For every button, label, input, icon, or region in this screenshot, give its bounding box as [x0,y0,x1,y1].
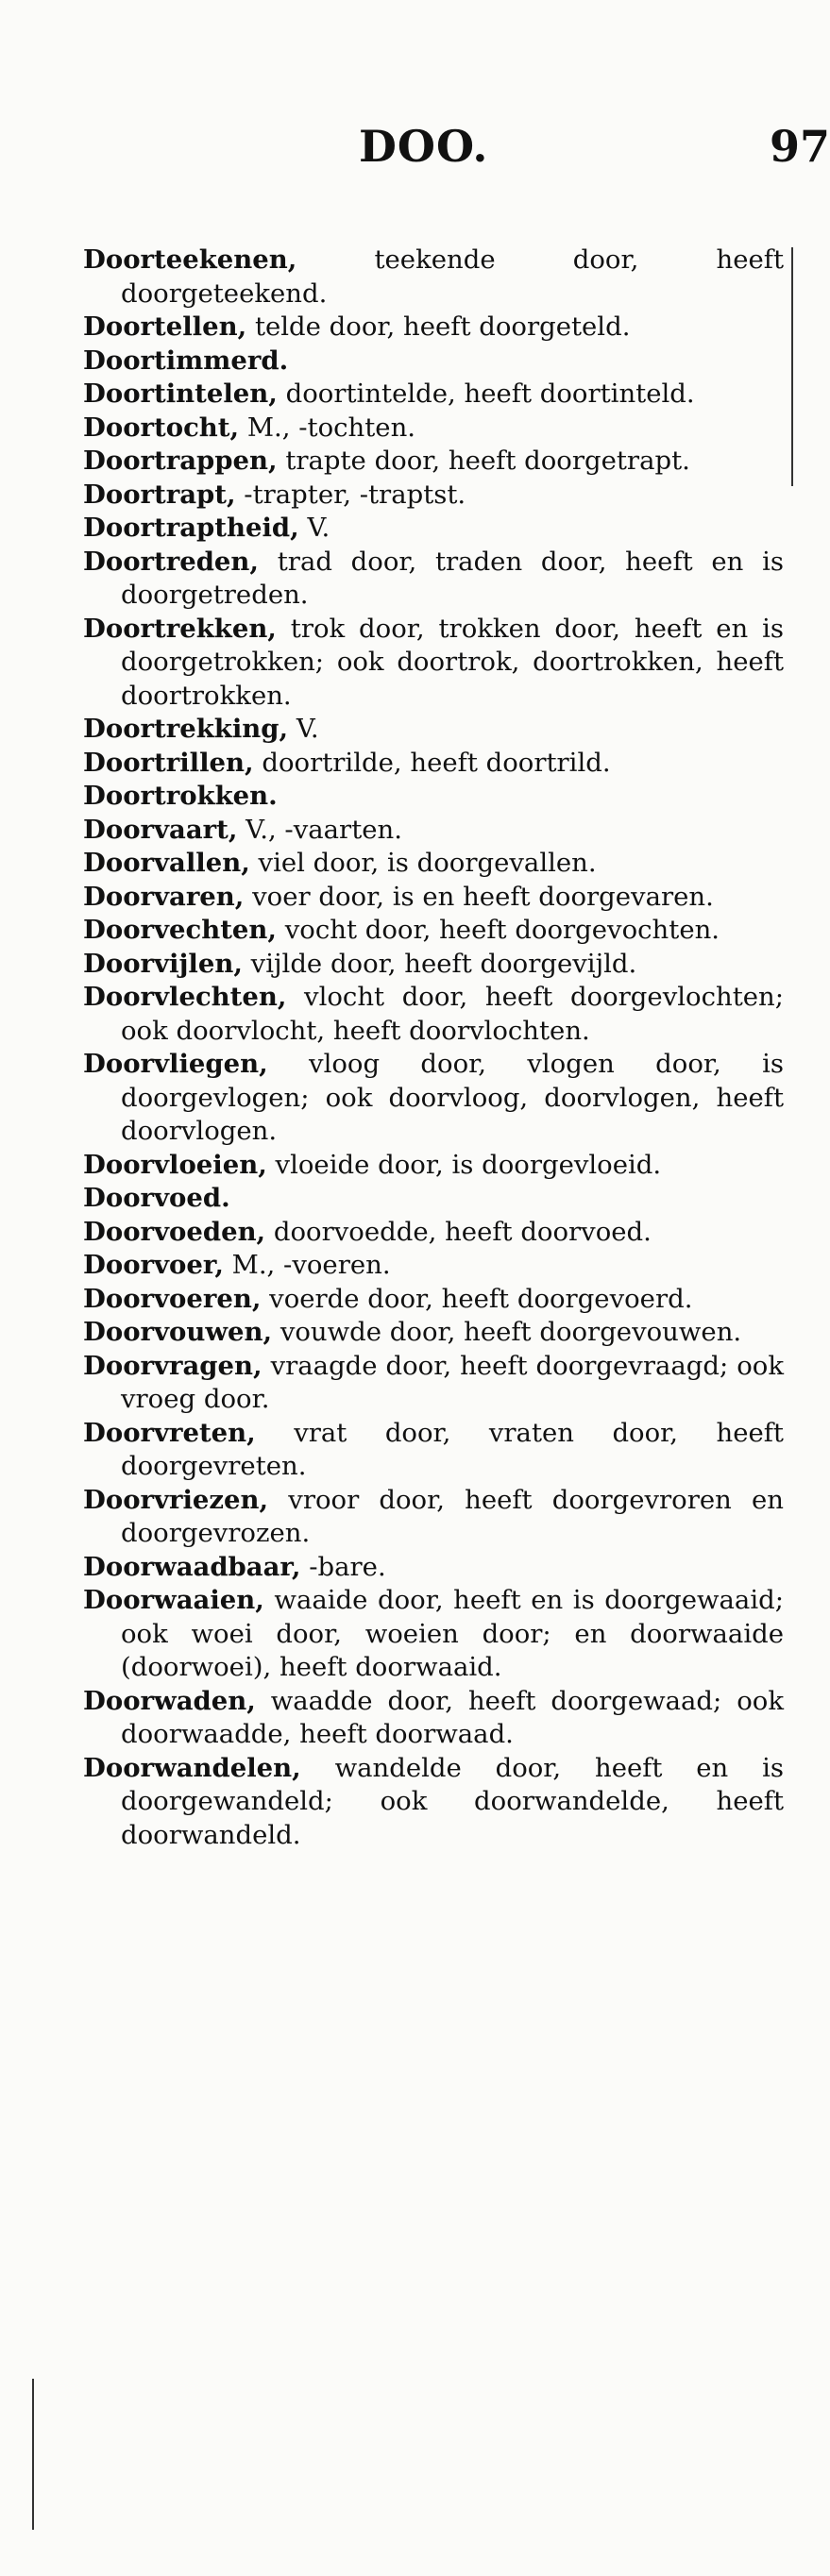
entry-headword: Doorvragen, [83,1350,263,1381]
dictionary-entry [83,311,784,345]
entry-definition: trapte door, heeft doorgetrapt. [285,446,690,476]
dictionary-entry [83,1149,784,1183]
entry-definition: trok door, trokken door, heeft en is doorgetrokken; ook doortrok, doortrokken, heeft doortrokken. [121,613,784,711]
entry-definition: -trapter, -traptst. [244,479,466,510]
dictionary-entry [83,713,784,747]
entry-headword: Doorteekenen, [83,244,297,275]
dictionary-entry [83,981,784,1048]
entry-headword: Doorvouwen, [83,1317,273,1347]
dictionary-entry [83,412,784,446]
dictionary-entry [83,1484,784,1551]
dictionary-entry [83,1417,784,1484]
entry-definition: telde door, heeft doorgeteld. [254,311,631,342]
entry-headword: Doorvoer, [83,1250,224,1280]
entry-headword: Doortellen, [83,311,247,342]
margin-rule-mid [791,458,793,486]
dictionary-entry [83,780,784,814]
entry-definition: V. [296,714,319,744]
entry-headword: Doorvaart, [83,814,238,845]
dictionary-entry [83,1316,784,1350]
dictionary-entry [83,1685,784,1752]
entry-headword: Doorvoeden, [83,1216,266,1247]
entry-headword: Doortrapt, [83,479,236,510]
entry-headword: Doortrillen, [83,747,254,778]
entry-headword: Doorvoeren, [83,1283,262,1314]
entry-definition: M., -tochten. [246,412,416,443]
entry-definition: vlocht door, heeft doorgevlochten; ook doorvlocht, heeft doorvlochten. [121,982,784,1046]
dictionary-entry [83,1584,784,1685]
dictionary-entry [83,1216,784,1250]
entry-definition: voer door, is en heeft doorgevaren. [252,881,714,912]
dictionary-entry [83,546,784,613]
dictionary-entry [83,1283,784,1317]
dictionary-entry [83,1752,784,1853]
dictionary-entry [83,814,784,848]
entry-headword: Doortrekking, [83,714,289,744]
entry-definition: doortrilde, heeft doortrild. [262,747,611,778]
dictionary-entry [83,914,784,948]
dictionary-entry [83,512,784,546]
entry-definition: vloog door, vlogen door, is doorgevlogen; ook doorvloog, doorvlogen, heeft doorvlogen. [121,1049,784,1146]
margin-rule-bottom [32,2379,34,2530]
entry-definition: voerde door, heeft doorgevoerd. [269,1283,693,1314]
entry-headword: Doortreden, [83,546,260,577]
entry-headword: Doortrokken. [83,781,278,811]
entry-definition: vloeide door, is doorgevloeid. [275,1149,662,1180]
dictionary-entry [83,1182,784,1216]
dictionary-entry [83,244,784,311]
entry-definition: M., -voeren. [231,1250,391,1280]
entry-headword: Doorvlechten, [83,982,287,1012]
entry-headword: Doorvriezen, [83,1484,269,1515]
entry-definition: V. [307,513,330,543]
dictionary-entry [83,378,784,412]
entry-definition: waaide door, heeft en is doorgewaaid; ook woei door, woeien door; en doorwaaide (doorwoei), heeft doorwaaid. [121,1585,784,1682]
entry-definition: vocht door, heeft doorgevochten. [284,915,720,945]
entry-definition: doorvoedde, heeft doorvoed. [273,1216,652,1247]
entry-headword: Doorwaadbaar, [83,1551,301,1582]
dictionary-entry [83,1350,784,1417]
entry-headword: Doortimmerd. [83,345,289,376]
entry-definition: waadde door, heeft doorgewaad; ook doorwaadde, heeft doorwaad. [121,1685,784,1749]
entry-definition: viel door, is doorgevallen. [258,848,597,878]
entry-headword: Doortrappen, [83,446,278,476]
dictionary-entry [83,345,784,379]
page-number: 97 [770,121,830,172]
dictionary-entry [83,847,784,881]
entry-definition: -bare. [309,1551,386,1582]
dictionary-entry [83,479,784,513]
entry-definition: vijlde door, heeft doorgevijld. [250,948,637,979]
entry-headword: Doorwandelen, [83,1752,301,1783]
entry-headword: Doorvoed. [83,1183,230,1213]
margin-rule-top [791,247,793,464]
dictionary-entry [83,881,784,915]
entry-definition: vrat door, vraten door, heeft doorgevreten. [121,1417,784,1481]
entry-headword: Doortraptheid, [83,513,299,543]
dictionary-entry [83,1551,784,1585]
entry-headword: Doorvijlen, [83,948,243,979]
entry-definition: trad door, traden door, heeft en is doorgetreden. [121,546,785,610]
dictionary-entry [83,613,784,714]
dictionary-entry [83,948,784,982]
dictionary-entries [83,244,784,1852]
entry-headword: Doorvliegen, [83,1049,268,1079]
entry-definition: V., -vaarten. [246,814,402,845]
entry-definition: vraagde door, heeft doorgevraagd; ook vroeg door. [121,1350,784,1414]
entry-definition: wandelde door, heeft en is doorgewandeld; ook doorwandelde, heeft doorwandeld. [121,1752,784,1850]
dictionary-entry [83,445,784,479]
entry-headword: Doorvreten, [83,1417,256,1448]
guide-word: DOO. [359,121,489,172]
entry-definition: doortintelde, heeft doortinteld. [285,379,695,409]
entry-headword: Doorvechten, [83,915,278,945]
dictionary-entry [83,1048,784,1149]
entry-definition: vouwde door, heeft doorgevouwen. [279,1317,742,1347]
entry-headword: Doorvaren, [83,881,245,912]
entry-headword: Doortintelen, [83,379,278,409]
entry-definition: vroor door, heeft doorgevroren en doorgevrozen. [121,1484,784,1548]
page-header [0,121,830,177]
entry-headword: Doortrekken, [83,613,277,644]
entry-headword: Doorvloeien, [83,1149,267,1180]
dictionary-entry [83,1249,784,1283]
entry-headword: Doorwaaien, [83,1585,264,1615]
entry-headword: Doorwaden, [83,1685,256,1716]
dictionary-entry [83,747,784,781]
entry-headword: Doorvallen, [83,848,250,878]
entry-headword: Doortocht, [83,412,240,443]
entry-definition: teekende door, heeft doorgeteekend. [121,244,784,309]
